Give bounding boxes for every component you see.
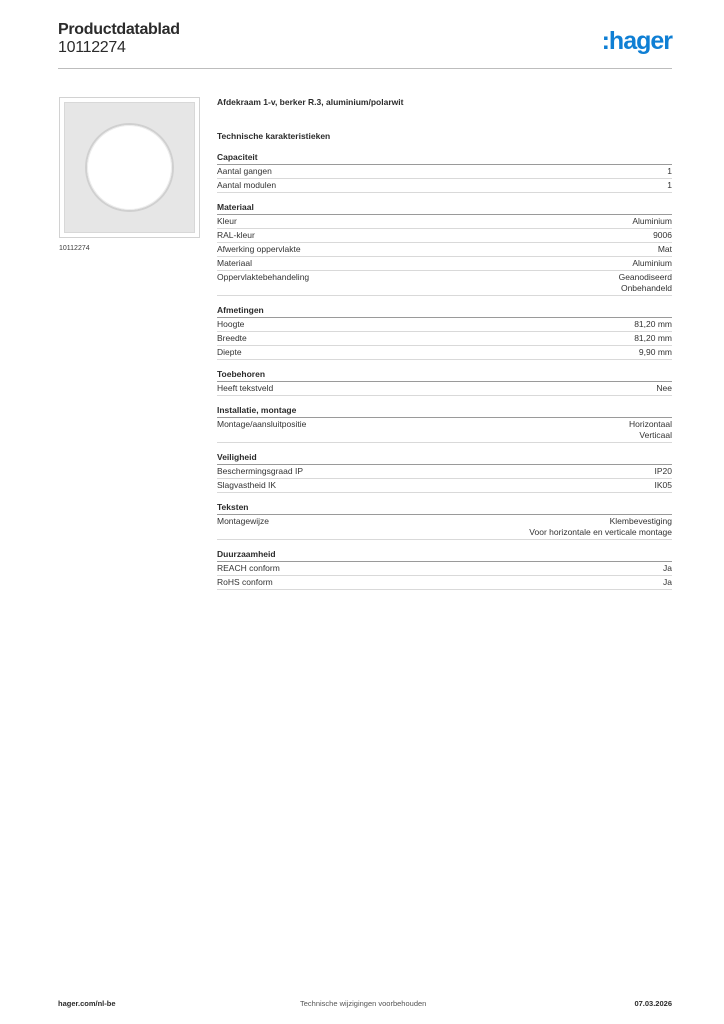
spec-section [217,549,672,590]
section-title: Toebehoren [217,369,672,382]
spec-section [217,152,672,193]
spec-value [634,333,672,344]
spec-value-line: IP20 [654,466,672,476]
spec-value [639,347,672,358]
spec-value-line: Horizontaal [629,419,672,429]
spec-section [217,202,672,296]
spec-row [217,179,672,193]
spec-row [217,271,672,296]
spec-label: REACH conform [217,563,280,573]
spec-value-line: Nee [656,383,672,393]
spec-value [663,577,672,588]
spec-label: Oppervlaktebehandeling [217,272,310,282]
spec-value-line: IK05 [654,480,672,490]
section-title: Capaciteit [217,152,672,165]
spec-value [634,319,672,330]
footer-notice: Technische wijzigingen voorbehouden [300,999,427,1008]
spec-value-line: 1 [667,166,672,176]
spec-value [658,244,672,255]
spec-section [217,502,672,540]
spec-value [655,480,673,491]
spec-label: Kleur [217,216,237,226]
spec-sections [217,152,672,590]
spec-value-line: Aluminium [632,258,672,268]
spec-section [217,452,672,493]
spec-value [667,180,672,191]
spec-row [217,229,672,243]
spec-row [217,515,672,540]
spec-value-line: Geanodiseerd [618,272,672,282]
spec-value-line: 9,90 mm [638,347,672,357]
spec-value [655,466,673,477]
spec-label: Slagvastheid IK [217,480,277,490]
spec-label: Aantal gangen [217,166,272,176]
spec-value-line: 81,20 mm [634,319,672,329]
spec-row [217,479,672,493]
spec-value [663,563,672,574]
spec-value-line: Voor horizontale en verticale montage [529,527,672,537]
product-image-caption: 10112274 [59,245,90,252]
spec-label: Aantal modulen [217,180,277,190]
section-title: Materiaal [217,202,672,215]
spec-row [217,562,672,576]
spec-row [217,332,672,346]
spec-row [217,346,672,360]
spec-section [217,369,672,396]
spec-section [217,305,672,360]
spec-label: RoHS conform [217,577,273,587]
spec-value [653,230,672,241]
page-header [58,21,672,67]
spec-label: Diepte [217,347,242,357]
spec-label: RAL-kleur [217,230,255,240]
spec-label: Afwerking oppervlakte [217,244,301,254]
spec-value-line: Verticaal [639,430,672,440]
spec-row [217,318,672,332]
spec-row [217,382,672,396]
spec-value [629,419,672,441]
spec-value-line: Ja [663,563,672,573]
spec-content [217,97,672,599]
hager-logo: :hager [601,27,672,55]
spec-value [632,216,672,227]
section-title: Duurzaamheid [217,549,672,562]
spec-label: Montagewijze [217,516,269,526]
product-image [59,97,200,238]
cover-frame-image [64,102,195,233]
spec-row [217,243,672,257]
spec-value [667,166,672,177]
spec-value-line: Aluminium [632,216,672,226]
product-number: 10112274 [58,39,126,56]
spec-value [619,272,672,294]
spec-value-line: Onbehandeld [620,283,672,293]
spec-row [217,215,672,229]
footer-website: hager.com/nl-be [58,999,116,1008]
technical-characteristics-heading: Technische karakteristieken [217,131,331,141]
spec-label: Materiaal [217,258,252,268]
spec-value [632,258,672,269]
spec-row [217,576,672,590]
spec-label: Heeft tekstveld [217,383,274,393]
section-title: Installatie, montage [217,405,672,418]
spec-value-line: Ja [663,577,672,587]
page-footer [58,999,672,1009]
section-title: Veiligheid [217,452,672,465]
spec-row [217,465,672,479]
product-title: Afdekraam 1-v, berker R.3, aluminium/polarwit [217,97,404,107]
spec-value [656,383,672,394]
spec-value-line: 1 [667,180,672,190]
section-title: Afmetingen [217,305,672,318]
spec-value-line: 9006 [653,230,672,240]
spec-label: Beschermingsgraad IP [217,466,303,476]
spec-section [217,405,672,443]
spec-row [217,165,672,179]
section-title: Teksten [217,502,672,515]
spec-value-line: 81,20 mm [634,333,672,343]
spec-label: Breedte [217,333,247,343]
header-divider [58,68,672,69]
spec-row [217,257,672,271]
cover-frame-opening [87,125,172,210]
spec-row [217,418,672,443]
spec-value [529,516,672,538]
spec-label: Montage/aansluitpositie [217,419,307,429]
document-title: Productdatablad [58,21,180,38]
spec-label: Hoogte [217,319,245,329]
spec-value-line: Mat [657,244,672,254]
spec-value-line: Klembevestiging [609,516,672,526]
footer-date: 07.03.2026 [634,999,672,1008]
